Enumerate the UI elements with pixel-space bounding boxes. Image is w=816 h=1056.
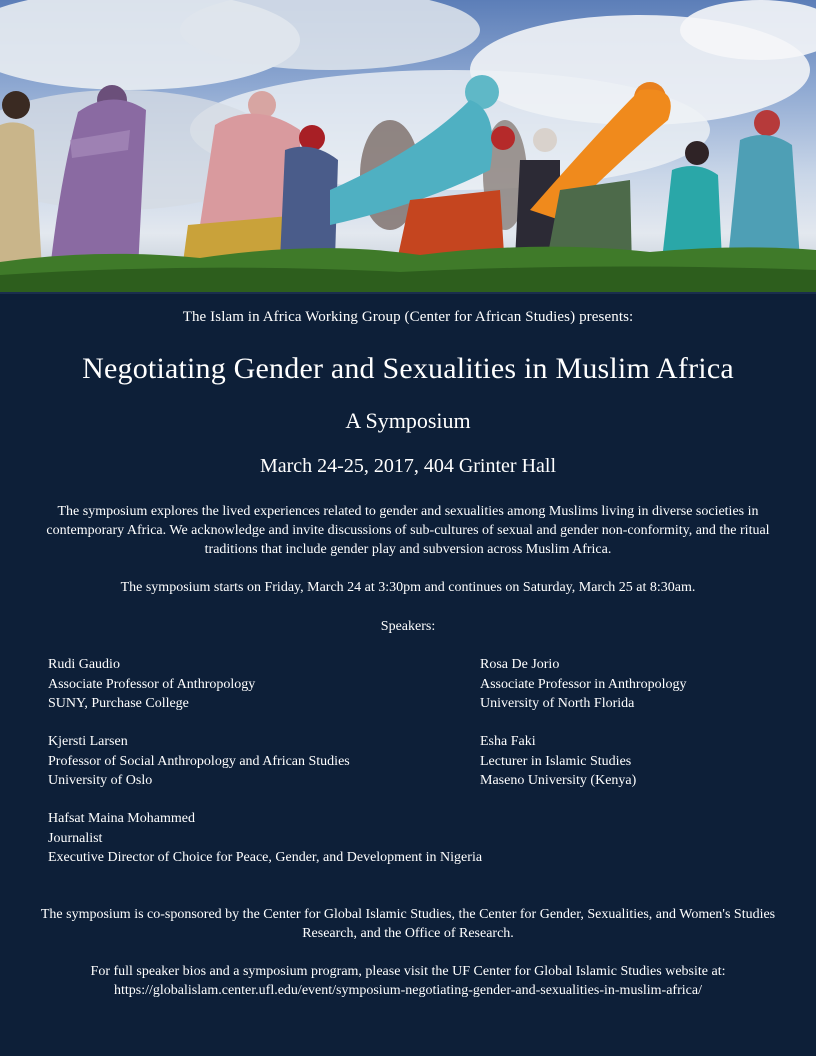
subtitle: A Symposium: [345, 408, 471, 433]
speaker-affiliation: University of Oslo: [48, 773, 153, 788]
presenter-line: The Islam in Africa Working Group (Center for African Studies) presents:: [182, 309, 634, 325]
event-url-link[interactable]: https://globalislam.center.ufl.edu/event/symposium-negotiating-gender-and-sexualities-in-muslim-africa/: [114, 983, 702, 998]
speaker-card: [48, 655, 255, 714]
speaker-title: Associate Professor in Anthropology: [480, 676, 687, 692]
speaker-card: [480, 655, 686, 714]
speaker-title: Associate Professor of Anthropology: [48, 676, 256, 692]
speaker-card: [48, 809, 482, 868]
speaker-title: Lecturer in Islamic Studies: [480, 753, 632, 769]
speaker-affiliation: SUNY, Purchase College: [48, 696, 189, 711]
speaker-name: Rosa De Jorio: [480, 657, 560, 672]
speaker-card: [480, 732, 636, 791]
speaker-name: Hafsat Maina Mohammed: [48, 811, 195, 826]
speaker-name: Rudi Gaudio: [48, 657, 120, 672]
cosponsor-paragraph: The symposium is co-sponsored by the Center for Global Islamic Studies, the Center for Gender, Sexualities, and Women's Studies Research, and the Office of Research.: [40, 907, 776, 941]
intro-paragraph: The symposium explores the lived experiences related to gender and sexualities among Muslims living in diverse societies in contemporary Africa. We acknowledge and invite discussions of sub-cultures of sexual and gender non-conformity, and the ritual traditions that include gender play and subversion across Muslim Africa.: [46, 504, 770, 557]
page-title: Negotiating Gender and Sexualities in Muslim Africa: [82, 352, 734, 385]
photo-illustration: [0, 0, 816, 292]
speaker-affiliation: Maseno University (Kenya): [480, 773, 637, 788]
date-location: March 24-25, 2017, 404 Grinter Hall: [259, 455, 557, 477]
speaker-name: Esha Faki: [480, 734, 536, 749]
speaker-card: [48, 732, 350, 791]
info-paragraph: [40, 962, 776, 1000]
speaker-title: Journalist: [48, 830, 103, 846]
speaker-name: Kjersti Larsen: [48, 734, 128, 749]
schedule-line: The symposium starts on Friday, March 24 at 3:30pm and continues on Saturday, March 25 at 8:30am.: [120, 580, 696, 595]
speaker-title: Professor of Social Anthropology and African Studies: [48, 753, 350, 769]
info-line: For full speaker bios and a symposium program, please visit the UF Center for Global Islamic Studies website at:: [90, 964, 726, 979]
speakers-heading: Speakers:: [380, 619, 436, 634]
speaker-affiliation: Executive Director of Choice for Peace, Gender, and Development in Nigeria: [48, 850, 483, 865]
speaker-affiliation: University of North Florida: [480, 696, 635, 711]
women-walking-field-photo: [0, 0, 816, 292]
